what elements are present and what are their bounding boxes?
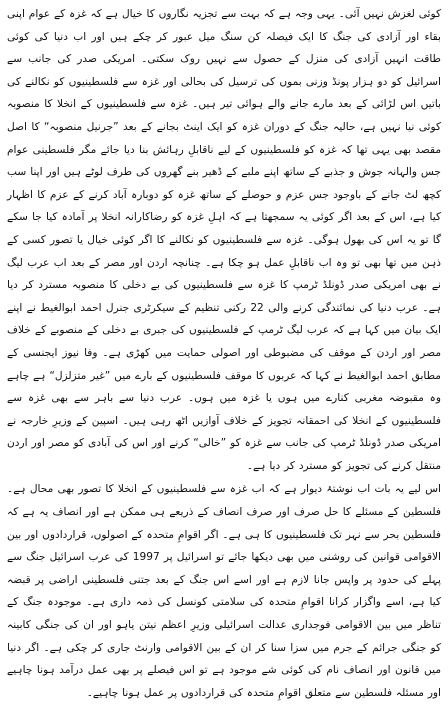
article-paragraph-2: اس لیے یہ بات اب نوشتۂ دیوار ہے کہ اب غزہ سے فلسطینیوں کے انخلا کا تصور بھی محال ہے۔ فلسطین کے مسئلے کا حل صرف اور صرف انصاف کے ذریعے ہی ممکن ہے اور انصاف یہ ہے کہ فلسطین بحر سے نہر تک فلسطینیوں کا ہی ہے۔ اگر اقوامِ متحدہ کے اصولوں، قراردادوں اور بین الاقوامی قوانین کی روشنی میں بھی دیکھا جائے تو اسرائیل پر 1997 کی عرب اسرائیل جنگ سے پہلے کی حدود پر واپس جانا لازم ہے اور اسے اس جنگ کے بعد جتنی فلسطینی اراضی پر قبضہ کیا ہے، اسے واگزار کرانا اقوامِ متحدہ کی سلامتی کونسل کی ذمہ داری ہے۔ موجودہ جنگ کے تناظر میں بین الاقوامی فوجداری عدالت اسرائیلی وزیرِ اعظم نیتن یاہو اور ان کی جنگی کابینہ کو جنگی جرائم کے جرم میں سزا سنا کر ان کے بین الاقوامی وارنٹ جاری کر چکی ہے۔ اگر دنیا میں قانون اور انصاف نام کی کوئی شے موجود ہے تو اس فیصلے پر بھی عمل درآمد ہونا چاہیے اور مسئلہ فلسطین سے متعلق اقوامِ متحدہ کی قراردادوں پر عمل ہونا چاہیے۔ [7, 483, 442, 699]
article-paragraph-1: کوئی لغزش نہیں آئی۔ یہی وجہ ہے کہ بہت سے تجزیہ نگاروں کا خیال ہے کہ غزہ کے عوام اپنی بقاء اور آزادی کی جنگ کا ایک فیصلہ کن سنگ میل عبور کر چکے ہیں اور اب دنیا کی کوئی طاقت انہیں آزادی کی منزل کے حصول سے نہیں روک سکتی۔ امریکی صدر کی جانب سے اسرائیل کو دو ہزار پونڈ وزنی بموں کی ترسیل کی بحالی اور غزہ سے فلسطینیوں کو نکالنے کی باتیں اس لڑائی کے بعد مارے جانے والے ہوائی تیر ہیں۔ غزہ سے فلسطینیوں کے انخلا کا منصوبہ کوئی نیا نہیں ہے، حالیہ جنگ کے دوران غزہ کو ایک اینٹ بجانے کے بعد ”جرنیل منصوبہ“ کا اصل مقصد بھی یہی تھا کہ غزہ کو فلسطینیوں کے لیے ناقابلِ رہائش بنا دیا جائے مگر فلسطینی عوام جس والہانہ جوش و جذبے کے ساتھ اپنے ملبے کے ڈھیر بنے گھروں کی طرف لوٹے ہیں اور اپنا سب کچھ لٹ جانے کے باوجود جس عزم و حوصلے کے ساتھ غزہ کو دوبارہ آباد کرنے کے عزم کا اظہار کیا ہے، اس کے بعد اگر کوئی یہ سمجھتا ہے کہ اہلِ غزہ کو رضاکارانہ انخلا پر آمادہ کیا جا سکے گا تو یہ اس کی بھول ہوگی۔ غزہ سے فلسطینیوں کو نکالنے کا اگر کوئی خیال یا تصور کسی کے ذہن میں تھا بھی تو وہ اب ناقابلِ عمل ہو چکا ہے۔ چنانچہ اردن اور مصر کے بعد اب عرب لیگ نے بھی امریکی صدر ڈونلڈ ٹرمپ کا غزہ سے فلسطینیوں کی بے دخلی کا منصوبہ مسترد کر دیا ہے۔ عرب دنیا کی نمائندگی کرنے والی 22 رکنی تنظیم کے سیکرٹری جنرل احمد ابوالغیط نے اپنے ایک بیان میں کہا ہے کہ عرب لیگ ٹرمپ کے فلسطینیوں کی جبری بے دخلی کے منصوبے کے خلاف مصر اور اردن کے موقف کی مضبوطی اور اصولی حمایت میں کھڑی ہے۔ وفا نیوز ایجنسی کے مطابق احمد ابوالغیط نے کہا کہ عربوں کا موقف فلسطینیوں کے بارے میں ”غیر متزلزل“ ہے چاہے وہ مقبوضہ مغربی کنارے میں ہوں یا غزہ میں ہوں۔ عرب دنیا سے باہر سے بھی غزہ سے فلسطینیوں کے انخلا کی احمقانہ تجویز کے خلاف آوازیں اٹھ رہی ہیں۔ اسپین کے وزیرِ خارجہ نے امریکی صدر ڈونلڈ ٹرمپ کی جانب سے غزہ کو ”خالی“ کرنے اور اس کی آبادی کو مصر اور اردن منتقل کرنے کی تجویز کو مسترد کر دیا ہے۔ [7, 8, 441, 472]
